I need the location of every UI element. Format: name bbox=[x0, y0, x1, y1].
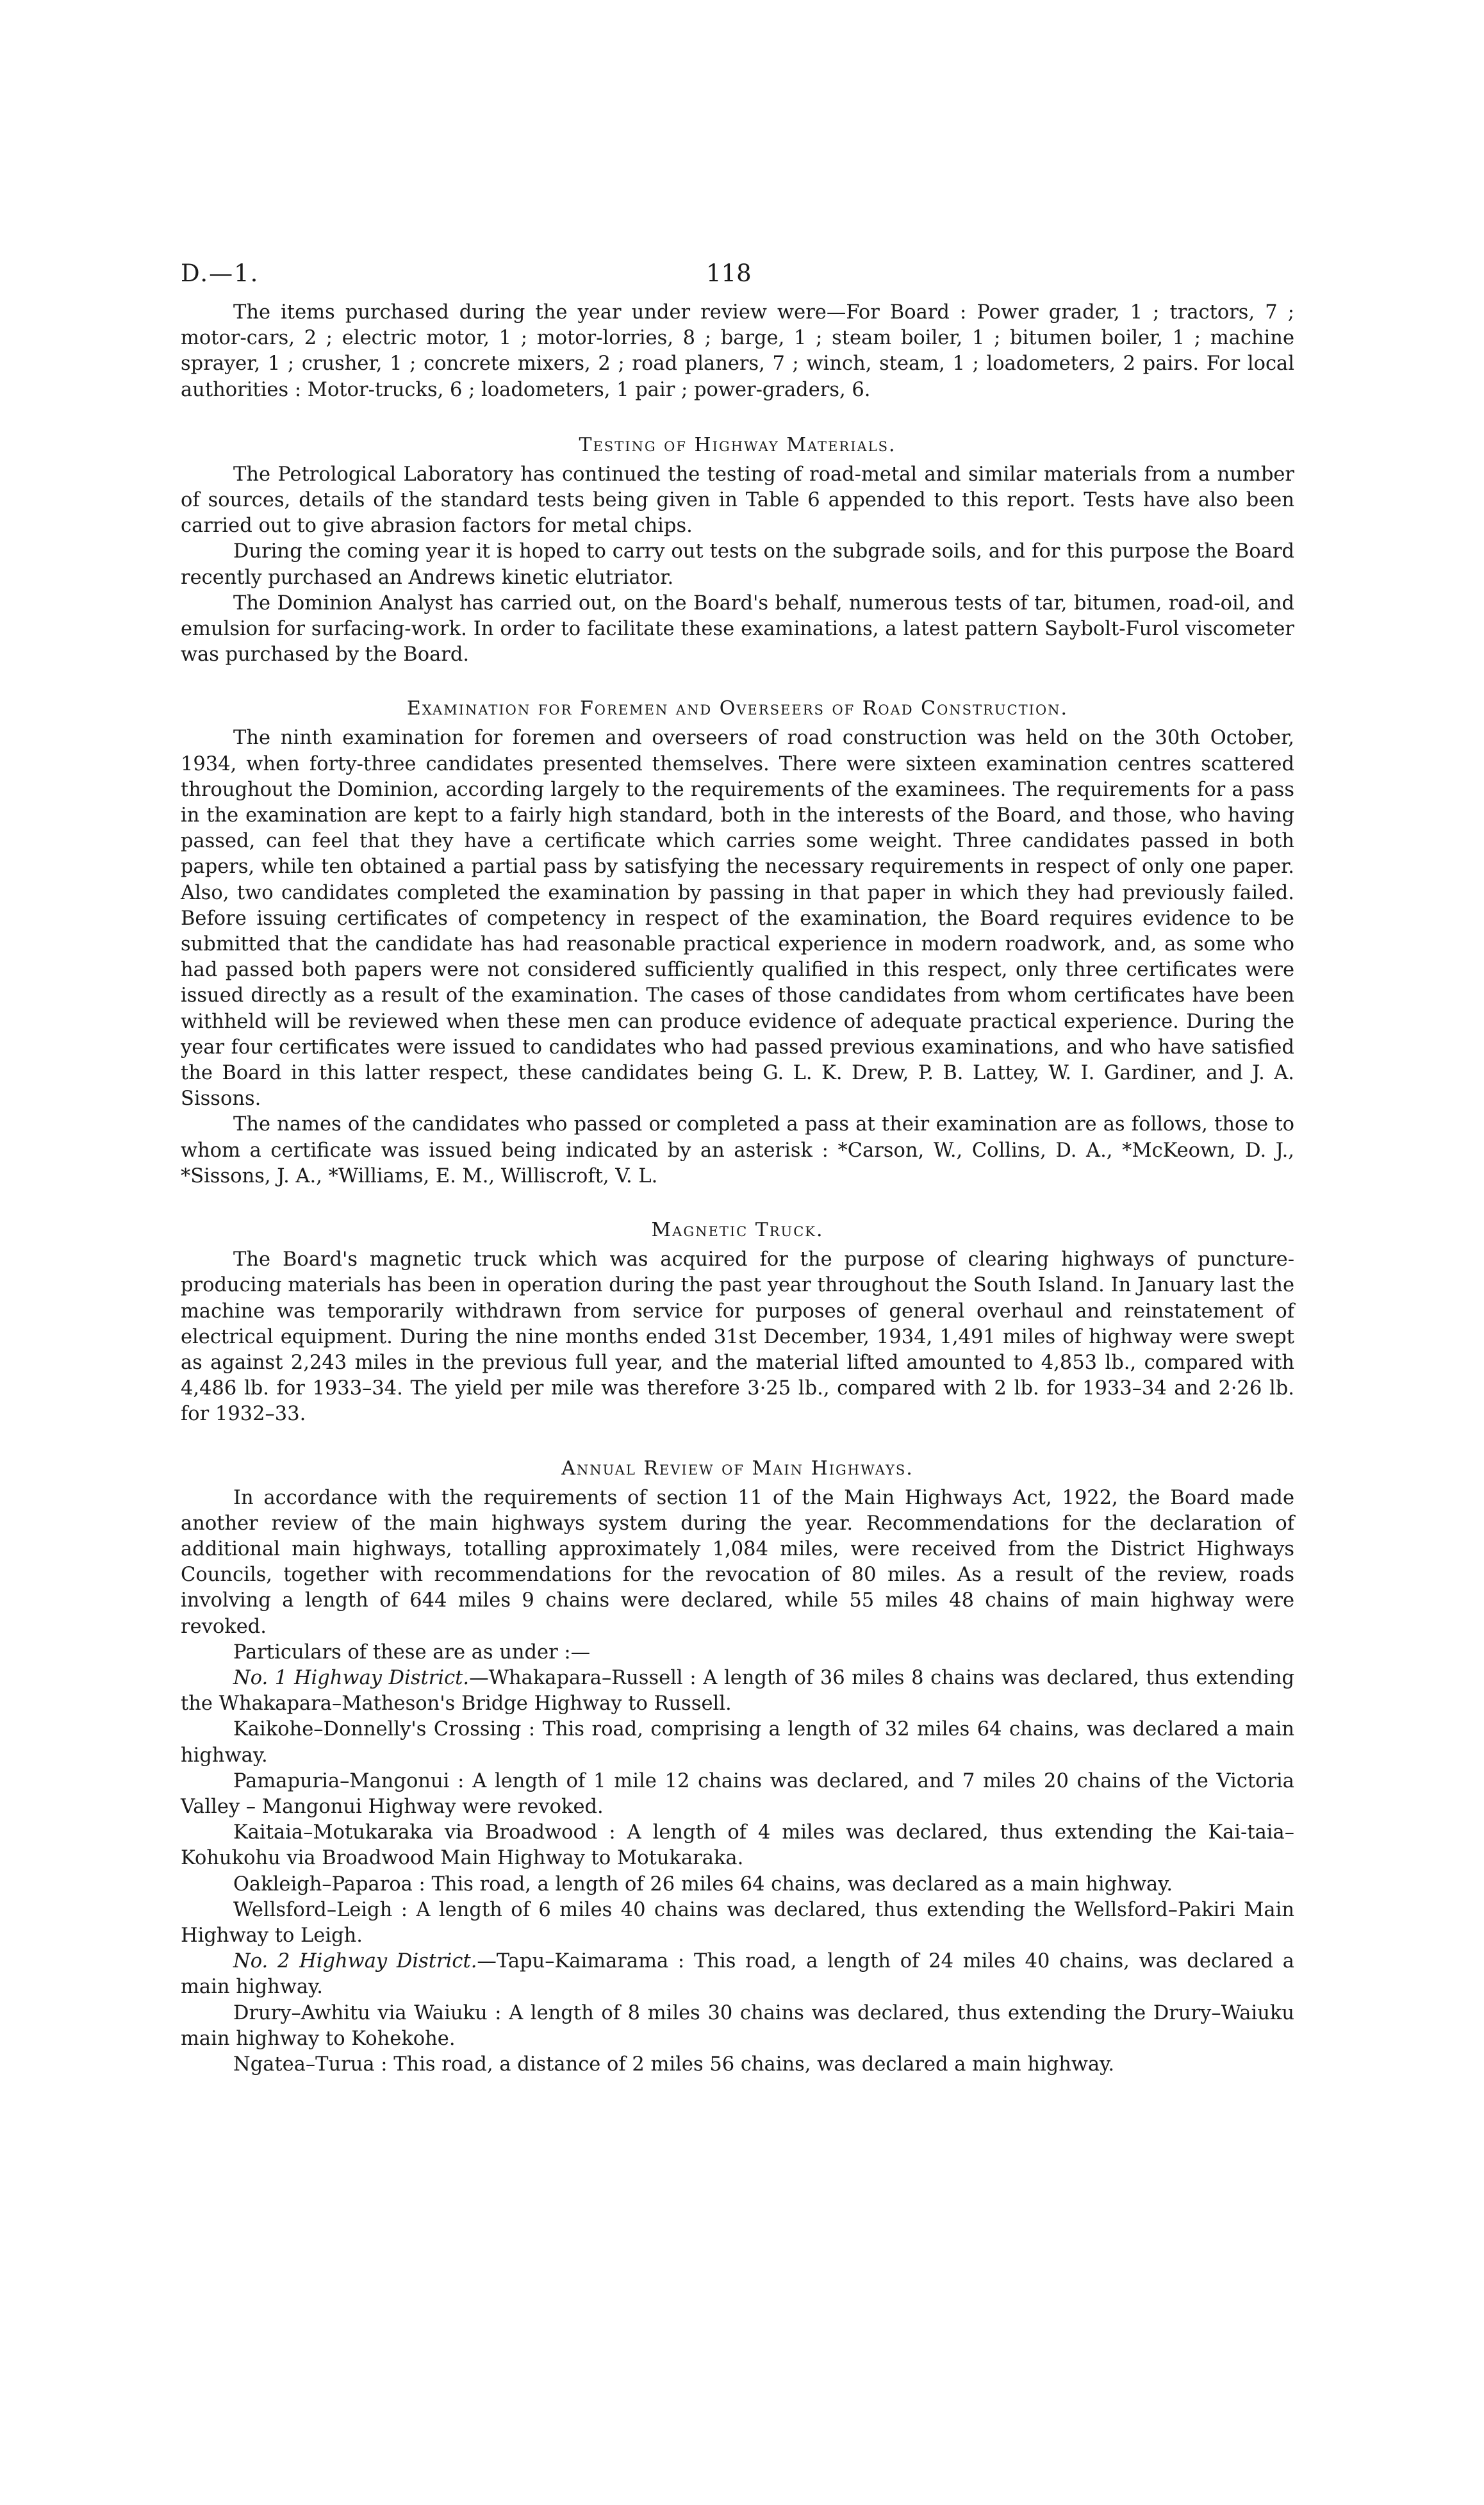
testing-paragraph-3: The Dominion Analyst has carried out, on the Board's behalf, numerous tests of tar, bitumen, road-oil, and emulsion for surfacing-work. In order to facilitate these examinations, a latest pattern Saybolt-Furol viscometer was purchased by the Board. bbox=[181, 591, 1294, 666]
district-1-entry-kaitaia: Kaitaia–Motukaraka via Broadwood : A length of 4 miles was declared, thus extending the Kai-taia–Kohukohu via Broadwood Main Highway to Motukaraka. bbox=[181, 1821, 1294, 1870]
magnetic-truck-paragraph: The Board's magnetic truck which was acquired for the purpose of clearing highways of puncture-producing materials has been in operation during the past year throughout the South Island. In January last the machine was temporarily withdrawn from service for purposes of general overhaul and reinstatement of electrical equipment. During the nine months ended 31st December, 1934, 1,491 miles of highway were swept as against 2,243 miles in the previous full year, and the material lifted amounted to 4,853 lb., compared with 4,486 lb. for 1933–34. The yield per mile was therefore 3·25 lb., compared with 2 lb. for 1933–34 and 2·26 lb. for 1932–33. bbox=[181, 1248, 1294, 1426]
district-2-entry bbox=[181, 1949, 1294, 2000]
testing-heading: Testing of Highway Materials. bbox=[579, 433, 896, 456]
annual-review-heading: Annual Review of Main Highways. bbox=[561, 1457, 914, 1480]
page-number: 118 bbox=[706, 260, 752, 287]
testing-paragraph-2: During the coming year it is hoped to carry out tests on the subgrade soils, and for this purpose the Board recently purchased an Andrews kinetic elutriator. bbox=[181, 540, 1294, 589]
district-1-entry bbox=[181, 1666, 1294, 1717]
page-body bbox=[181, 300, 1294, 2078]
page-header bbox=[181, 260, 1294, 298]
district-1-entry-pamapuria: Pamapuria–Mangonui : A length of 1 mile 12 chains was declared, and 7 miles 20 chains of the Victoria Valley – Mangonui Highway were revoked. bbox=[181, 1769, 1294, 1818]
district-1-first-entry: —Whakapara–Russell : A length of 36 miles 8 chains was declared, thus extending the Whakapara–Matheson's Bridge Highway to Russell. bbox=[181, 1666, 1294, 1715]
district-1-entry-wellsford: Wellsford–Leigh : A length of 6 miles 40 chains was declared, thus extending the Wellsford–Pakiri Main Highway to Leigh. bbox=[181, 1898, 1294, 1947]
particulars-line: Particulars of these are as under :— bbox=[233, 1641, 591, 1664]
purchases-paragraph: The items purchased during the year under review were—For Board : Power grader, 1 ; tractors, 7 ; motor-cars, 2 ; electric motor, 1 ; motor-lorries, 8 ; barge, 1 ; steam boiler, 1 ; bitumen boiler, 1 ; machine sprayer, 1 ; crusher, 1 ; concrete mixers, 2 ; road planers, 7 ; winch, steam, 1 ; loadometers, 2 pairs. For local authorities : Motor-trucks, 6 ; loadometers, 1 pair ; power-graders, 6. bbox=[181, 301, 1294, 401]
district-1-entry-oakleigh: Oakleigh–Paparoa : This road, a length of 26 miles 64 chains, was declared as a main highway. bbox=[233, 1873, 1173, 1896]
district-2-label: No. 2 Highway District. bbox=[233, 1950, 477, 1973]
document-reference: D.—1. bbox=[181, 260, 260, 287]
district-2-first-entry: —Tapu–Kaimarama : This road, a length of 24 miles 40 chains, was declared a main highway. bbox=[181, 1950, 1294, 1999]
district-1-entry-kaikohe: Kaikohe–Donnelly's Crossing : This road, comprising a length of 32 miles 64 chains, was declared a main highway. bbox=[181, 1718, 1294, 1767]
magnetic-truck-heading: Magnetic Truck. bbox=[651, 1219, 824, 1242]
district-1-label: No. 1 Highway District. bbox=[233, 1666, 470, 1689]
examination-paragraph-2: The names of the candidates who passed or completed a pass at their examination are as follows, those to whom a certificate was issued being indicated by an asterisk : *Carson, W., Collins, D. A., *McKeown, D. J., *Sissons, J. A., *Williams, E. M., Williscroft, V. L. bbox=[181, 1113, 1294, 1187]
examination-paragraph-1: The ninth examination for foremen and overseers of road construction was held on the 30th October, 1934, when forty-three candidates presented themselves. There were sixteen examination centres scattered throughout the Dominion, according largely to the requirements of the examinees. The requirements for a pass in the examination are kept to a fairly high standard, both in the interests of the Board, and those, who having passed, can feel that they have a certificate which carries some weight. Three candidates passed in both papers, while ten obtained a partial pass by satisfying the necessary requirements in respect of only one paper. Also, two candidates completed the examination by passing in that paper in which they had previously failed. Before issuing certificates of competency in respect of the examination, the Board requires evidence to be submitted that the candidate has had reasonable practical experience in modern roadwork, and, as some who had passed both papers were not considered sufficiently qualified in this respect, only three certificates were issued directly as a result of the examination. The cases of those candidates from whom certificates have been withheld will be reviewed when these men can produce evidence of adequate practical experience. During the year four certificates were issued to candidates who had passed previous examinations, and who have satisfied the Board in this latter respect, these candidates being G. L. K. Drew, P. B. Lattey, W. I. Gardiner, and J. A. Sissons. bbox=[181, 727, 1294, 1111]
examination-heading: Examination for Foremen and Overseers of Road Construction. bbox=[406, 697, 1069, 720]
testing-paragraph-1: The Petrological Laboratory has continued the testing of road-metal and similar materials from a number of sources, details of the standard tests being given in Table 6 appended to this report. Tests have also been carried out to give abrasion factors for metal chips. bbox=[181, 463, 1294, 538]
district-2-entry-drury: Drury–Awhitu via Waiuku : A length of 8 miles 30 chains was declared, thus extending the Drury–Waiuku main highway to Kohekohe. bbox=[181, 2001, 1294, 2050]
district-2-entry-ngatea: Ngatea–Turua : This road, a distance of 2 miles 56 chains, was declared a main highway. bbox=[233, 2053, 1115, 2076]
annual-review-intro: In accordance with the requirements of section 11 of the Main Highways Act, 1922, the Board made another review of the main highways system during the year. Recommendations for the declaration of additional main highways, totalling approximately 1,084 miles, were received from the District Highways Councils, together with recommendations for the revocation of 80 miles. As a result of the review, roads involving a length of 644 miles 9 chains were declared, while 55 miles 48 chains of main highway were revoked. bbox=[181, 1486, 1294, 1638]
